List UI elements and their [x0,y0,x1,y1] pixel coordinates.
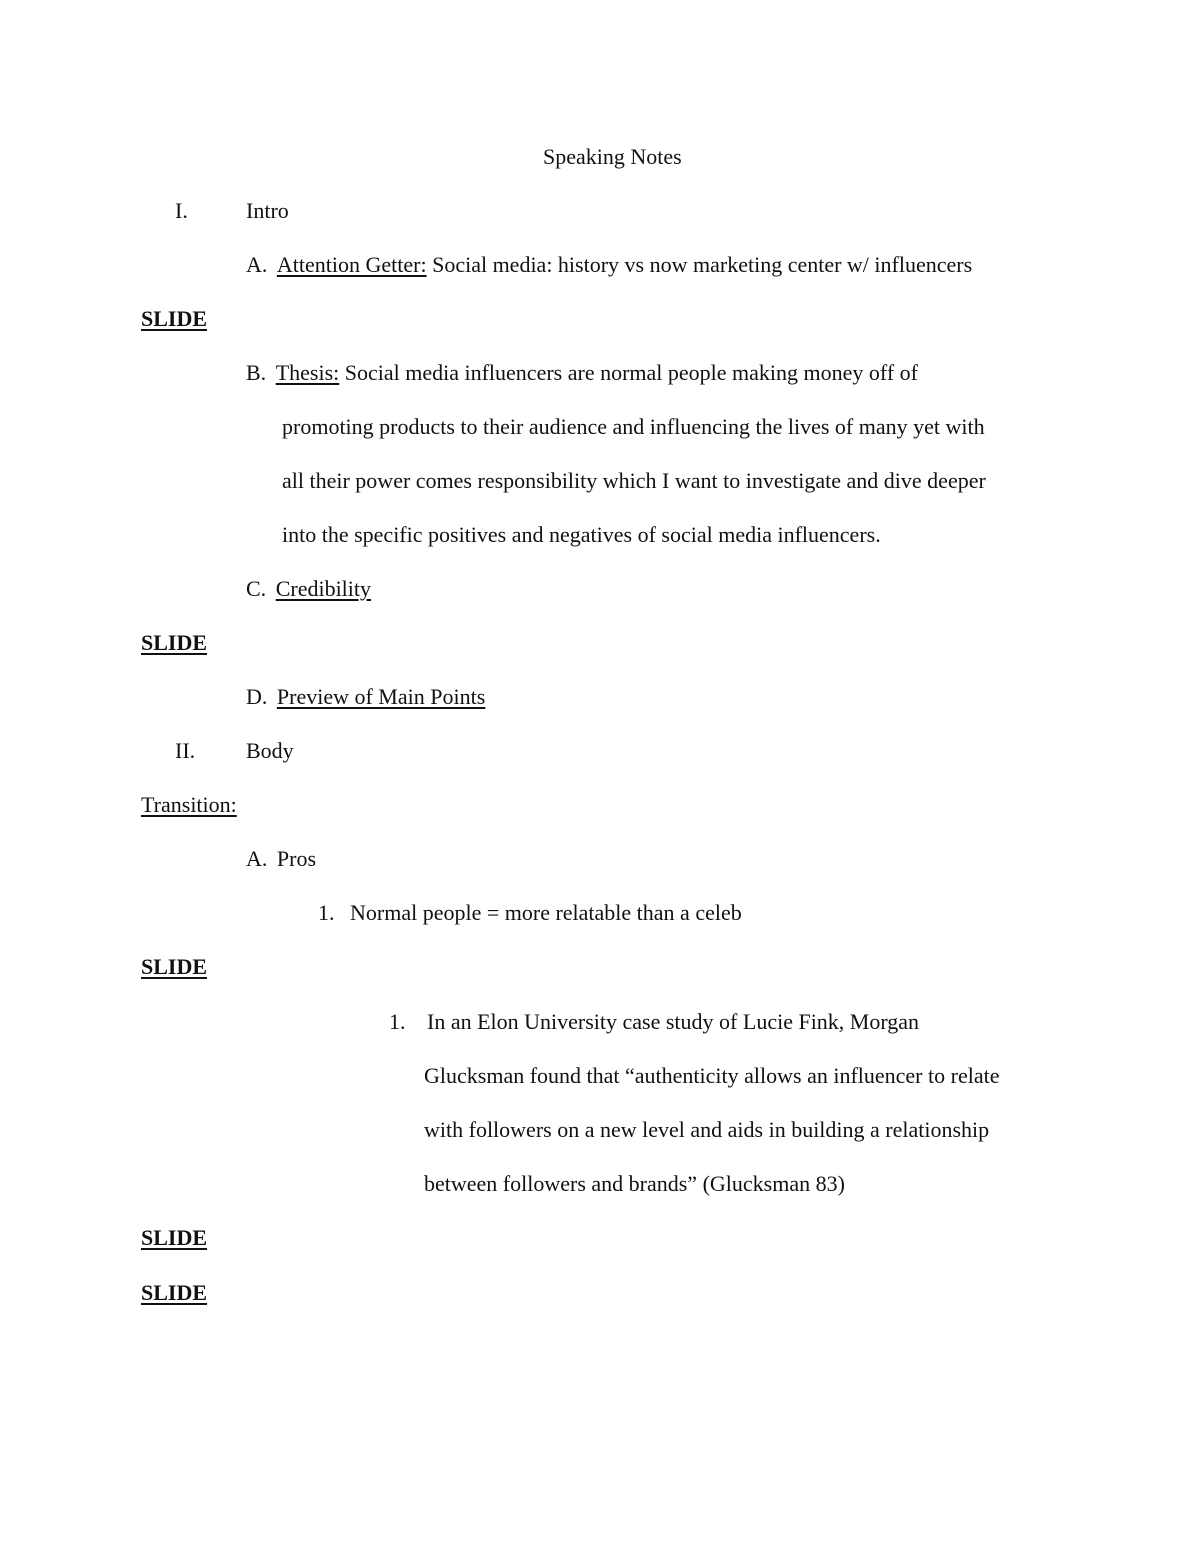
thesis-text-line-1: Social media influencers are normal people making money off of [339,360,918,385]
section-heading-intro: Intro [246,198,289,223]
thesis-item [246,359,918,387]
point-number: 1. [318,900,335,925]
item-letter: A. [246,252,268,277]
credibility-item [246,575,371,603]
sub-point-text-line-3: with followers on a new level and aids in building a relationship [424,1117,990,1142]
item-letter: C. [246,576,267,601]
item-letter: B. [246,360,267,385]
preview-label: Preview of Main Points [276,684,486,709]
attention-getter-label: Attention Getter: [276,252,427,277]
thesis-text-line-3: all their power comes responsibility which I want to investigate and dive deeper [282,468,986,493]
sub-point-number: 1. [389,1009,406,1034]
pros-label: Pros [276,846,317,871]
pros-item [246,845,316,873]
slide-marker: SLIDE [141,954,208,979]
thesis-text-line-2: promoting products to their audience and influencing the lives of many yet with [282,414,985,439]
attention-getter-text: Social media: history vs now marketing center w/ influencers [426,252,973,277]
slide-marker: SLIDE [141,1280,208,1305]
item-letter: A. [246,846,268,871]
section-numeral-body: II. [175,738,196,763]
sub-point-text-line-2: Glucksman found that “authenticity allows an influencer to relate [424,1063,1000,1088]
preview-item [246,683,485,711]
slide-marker: SLIDE [141,306,208,331]
pros-point-1-text: Normal people = more relatable than a celeb [350,900,742,925]
transition-label: Transition: [141,792,237,817]
slide-marker: SLIDE [141,1225,208,1250]
credibility-label: Credibility [275,576,372,601]
attention-getter-item [246,251,972,279]
page-title: Speaking Notes [543,144,682,169]
sub-point-text-line-4: between followers and brands” (Glucksman 83) [424,1171,845,1196]
section-heading-body: Body [246,738,294,763]
item-letter: D. [246,684,268,709]
sub-point-text-line-1: In an Elon University case study of Lucie Fink, Morgan [427,1009,920,1034]
thesis-text-line-4: into the specific positives and negatives of social media influencers. [282,522,881,547]
slide-marker: SLIDE [141,630,208,655]
section-numeral-intro: I. [175,198,188,223]
pros-point-1 [318,899,742,927]
thesis-label: Thesis: [275,360,340,385]
